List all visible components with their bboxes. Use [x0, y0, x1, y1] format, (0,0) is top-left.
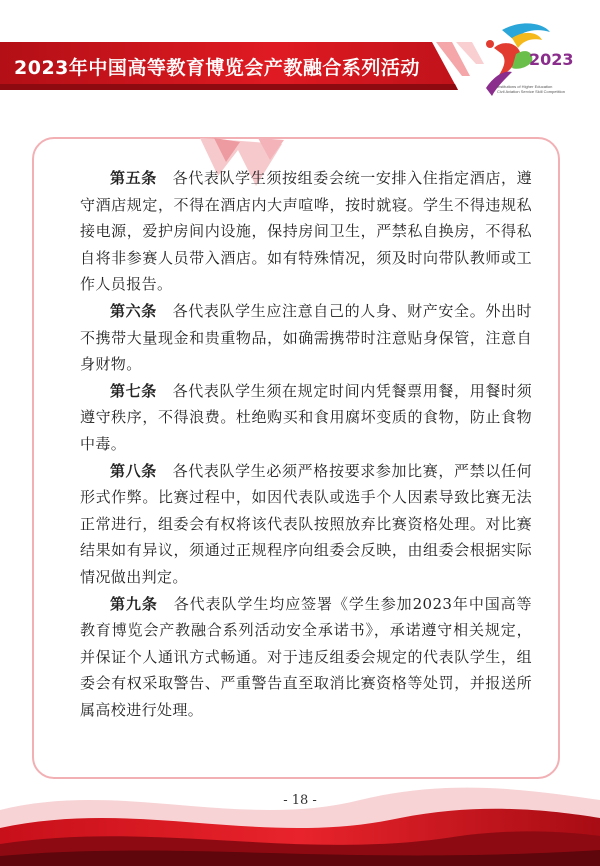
article-5 — [80, 165, 532, 298]
article-text: 各代表队学生均应签署《学生参加2023年中国高等教育博览会产教融合系列活动安全承诺书》，承诺遵守相关规定，并保证个人通讯方式畅通。对于违反组委会规定的代表队学生，组委会有权采取警告、严重警告直至取消比赛资格等处罚，并报送所属高校进行处理。 — [80, 594, 532, 719]
logo-subtitle-line-1: Institutions of Higher Education — [497, 84, 553, 89]
logo-year: 2023 — [529, 50, 574, 69]
logo-subtitle-line-2: Civil Aviation Service Skill Competition — [497, 89, 565, 94]
article-9 — [80, 591, 532, 724]
document-body — [80, 165, 532, 723]
article-label: 第五条 — [110, 169, 157, 187]
article-label: 第七条 — [110, 381, 157, 400]
article-8 — [80, 458, 532, 591]
article-7 — [80, 378, 532, 458]
article-text: 各代表队学生必须严格按要求参加比赛，严禁以任何形式作弊。比赛过程中，如因代表队或选手个人因素导致比赛无法正常进行，组委会有权将该代表队按照放弃比赛资格处理。对比赛结果如有异议，须通过正规程序向组委会反映，由组委会根据实际情况做出判定。 — [80, 461, 533, 586]
article-label: 第六条 — [110, 301, 157, 320]
article-label: 第九条 — [110, 594, 158, 613]
article-text: 各代表队学生应注意自己的人身、财产安全。外出时不携带大量现金和贵重物品，如确需携带时注意贴身保管，注意自身财物。 — [80, 301, 533, 374]
page-header-title: 2023年中国高等教育博览会产教融合系列活动 — [14, 57, 420, 79]
page-number: - 18 - — [283, 793, 317, 808]
article-text: 各代表队学生须在规定时间内凭餐票用餐，用餐时须遵守秩序，不得浪费。杜绝购买和食用腐坏变质的食物，防止食物中毒。 — [80, 381, 533, 453]
article-label: 第八条 — [110, 461, 157, 480]
article-6 — [80, 298, 532, 378]
article-text: 各代表队学生须按组委会统一安排入住指定酒店，遵守酒店规定，不得在酒店内大声喧哗，按时就寝。学生不得违规私接电源，爱护房间内设施，保持房间卫生，严禁私自换房，不得私自将非参赛人员带入酒店。如有特殊情况，须及时向带队教师或工作人员报告。 — [80, 169, 533, 294]
footer-wave-decoration — [0, 770, 600, 866]
